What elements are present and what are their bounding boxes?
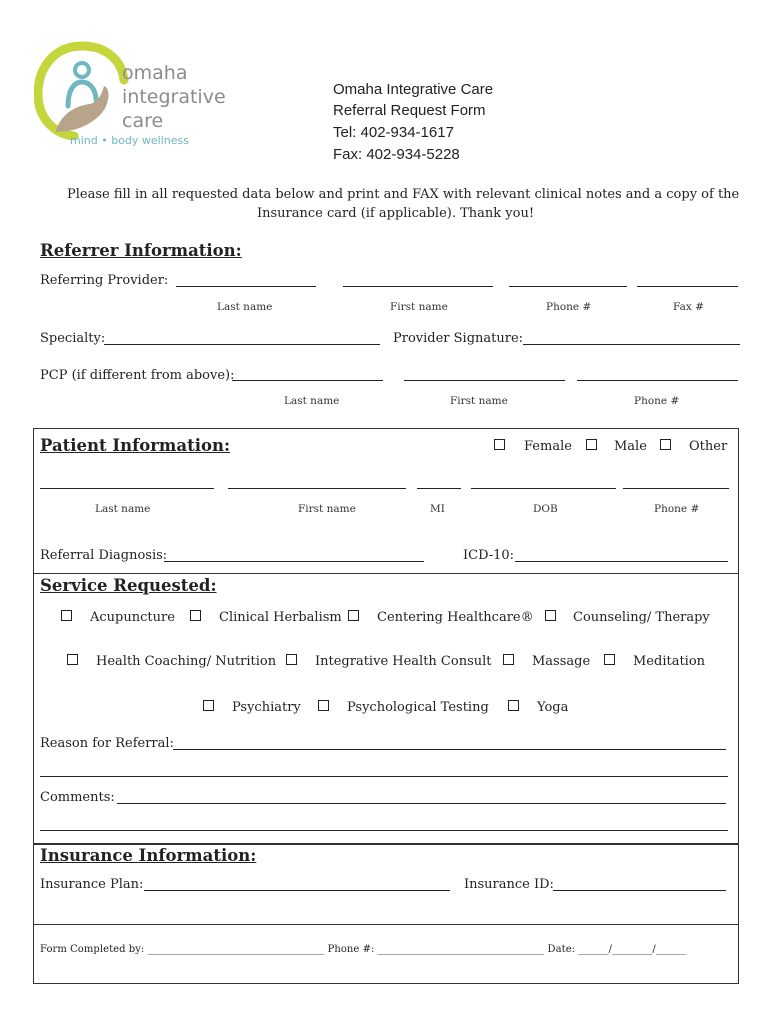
patient-heading: Patient Information: bbox=[40, 436, 231, 455]
patient-mi-caption: MI bbox=[430, 503, 445, 515]
insurance-id-field[interactable] bbox=[553, 890, 726, 891]
form-completed-by: Form Completed by: ___________________________________ Phone #: _________________________________ Date: ______/________/______ bbox=[40, 944, 687, 955]
acupuncture-label: Acupuncture bbox=[90, 610, 175, 625]
logo-mark bbox=[34, 40, 134, 140]
pcp-last-name-caption: Last name bbox=[284, 395, 340, 407]
centering-healthcare-label: Centering Healthcare® bbox=[377, 610, 534, 625]
referrer-first-name-field[interactable] bbox=[343, 286, 493, 287]
referrer-phone-caption: Phone # bbox=[546, 301, 592, 313]
integrative-health-consult-label: Integrative Health Consult bbox=[315, 654, 492, 669]
icd10-label: ICD-10: bbox=[463, 548, 515, 563]
insurance-plan-label: Insurance Plan: bbox=[40, 877, 144, 892]
health-coaching-label: Health Coaching/ Nutrition bbox=[96, 654, 277, 669]
logo-word-integrative: integrative bbox=[122, 86, 226, 108]
massage-checkbox[interactable] bbox=[503, 654, 514, 665]
referrer-phone-field[interactable] bbox=[509, 286, 627, 287]
massage-label: Massage bbox=[532, 654, 591, 669]
insurance-plan-field[interactable] bbox=[144, 890, 450, 891]
meditation-label: Meditation bbox=[633, 654, 706, 669]
female-label: Female bbox=[524, 439, 572, 454]
meditation-checkbox[interactable] bbox=[604, 654, 615, 665]
pcp-last-name-field[interactable] bbox=[232, 380, 383, 381]
pcp-first-name-field[interactable] bbox=[404, 380, 565, 381]
provider-signature-field[interactable] bbox=[523, 344, 740, 345]
yoga-label: Yoga bbox=[537, 700, 569, 715]
psychological-testing-label: Psychological Testing bbox=[347, 700, 489, 715]
patient-phone-caption: Phone # bbox=[654, 503, 700, 515]
patient-dob-caption: DOB bbox=[533, 503, 558, 515]
insurance-id-label: Insurance ID: bbox=[464, 877, 554, 892]
pcp-phone-caption: Phone # bbox=[634, 395, 680, 407]
instructions-line1: Please fill in all requested data below and print and FAX with relevant clinical notes and a copy of the bbox=[67, 187, 740, 202]
logo-tagline: mind • body wellness bbox=[70, 134, 189, 147]
integrative-health-consult-checkbox[interactable] bbox=[286, 654, 297, 665]
pcp-first-name-caption: First name bbox=[450, 395, 508, 407]
pcp-label: PCP (if different from above): bbox=[40, 368, 235, 383]
insurance-divider bbox=[33, 924, 739, 925]
fax: Fax: 402-934-5228 bbox=[333, 146, 460, 163]
patient-dob-field[interactable] bbox=[471, 488, 616, 489]
comments-label: Comments: bbox=[40, 790, 115, 805]
patient-phone-field[interactable] bbox=[623, 488, 729, 489]
reason-label: Reason for Referral: bbox=[40, 736, 174, 751]
referrer-first-name-caption: First name bbox=[390, 301, 448, 313]
provider-signature-label: Provider Signature: bbox=[393, 331, 524, 346]
tel: Tel: 402-934-1617 bbox=[333, 124, 454, 141]
clinical-herbalism-checkbox[interactable] bbox=[190, 610, 201, 621]
referral-diagnosis-label: Referral Diagnosis: bbox=[40, 548, 168, 563]
patient-mi-field[interactable] bbox=[417, 488, 461, 489]
referrer-fax-field[interactable] bbox=[637, 286, 738, 287]
counseling-therapy-label: Counseling/ Therapy bbox=[573, 610, 710, 625]
patient-first-name-caption: First name bbox=[298, 503, 356, 515]
referral-diagnosis-field[interactable] bbox=[164, 561, 424, 562]
other-label: Other bbox=[689, 439, 728, 454]
referrer-last-name-caption: Last name bbox=[217, 301, 273, 313]
comments-field-2[interactable] bbox=[40, 830, 728, 831]
reason-field-2[interactable] bbox=[40, 776, 728, 777]
insurance-box bbox=[33, 844, 739, 984]
referrer-last-name-field[interactable] bbox=[176, 286, 316, 287]
patient-service-divider bbox=[33, 573, 739, 574]
patient-first-name-field[interactable] bbox=[228, 488, 406, 489]
logo-word-care: care bbox=[122, 110, 164, 132]
yoga-checkbox[interactable] bbox=[508, 700, 519, 711]
comments-field-1[interactable] bbox=[117, 803, 726, 804]
specialty-label: Specialty: bbox=[40, 331, 106, 346]
clinical-herbalism-label: Clinical Herbalism bbox=[219, 610, 342, 625]
psychological-testing-checkbox[interactable] bbox=[318, 700, 329, 711]
logo-word-omaha: omaha bbox=[122, 62, 188, 84]
centering-healthcare-checkbox[interactable] bbox=[348, 610, 359, 621]
service-heading: Service Requested: bbox=[40, 576, 217, 595]
instructions-line2: Insurance card (if applicable). Thank you! bbox=[257, 206, 535, 221]
referrer-heading: Referrer Information: bbox=[40, 241, 242, 260]
logo bbox=[34, 40, 234, 152]
pcp-phone-field[interactable] bbox=[577, 380, 738, 381]
male-label: Male bbox=[614, 439, 647, 454]
referring-provider-label: Referring Provider: bbox=[40, 273, 169, 288]
patient-last-name-field[interactable] bbox=[40, 488, 214, 489]
female-checkbox[interactable] bbox=[494, 439, 505, 450]
male-checkbox[interactable] bbox=[586, 439, 597, 450]
insurance-heading: Insurance Information: bbox=[40, 846, 257, 865]
patient-last-name-caption: Last name bbox=[95, 503, 151, 515]
other-checkbox[interactable] bbox=[660, 439, 671, 450]
reason-field-1[interactable] bbox=[173, 749, 726, 750]
icd10-field[interactable] bbox=[515, 561, 728, 562]
org-name: Omaha Integrative Care bbox=[333, 81, 494, 98]
acupuncture-checkbox[interactable] bbox=[61, 610, 72, 621]
referrer-fax-caption: Fax # bbox=[673, 301, 704, 313]
psychiatry-label: Psychiatry bbox=[232, 700, 301, 715]
counseling-therapy-checkbox[interactable] bbox=[545, 610, 556, 621]
psychiatry-checkbox[interactable] bbox=[203, 700, 214, 711]
form-title: Referral Request Form bbox=[333, 102, 486, 119]
patient-service-box bbox=[33, 428, 739, 844]
specialty-field[interactable] bbox=[104, 344, 380, 345]
health-coaching-checkbox[interactable] bbox=[67, 654, 78, 665]
